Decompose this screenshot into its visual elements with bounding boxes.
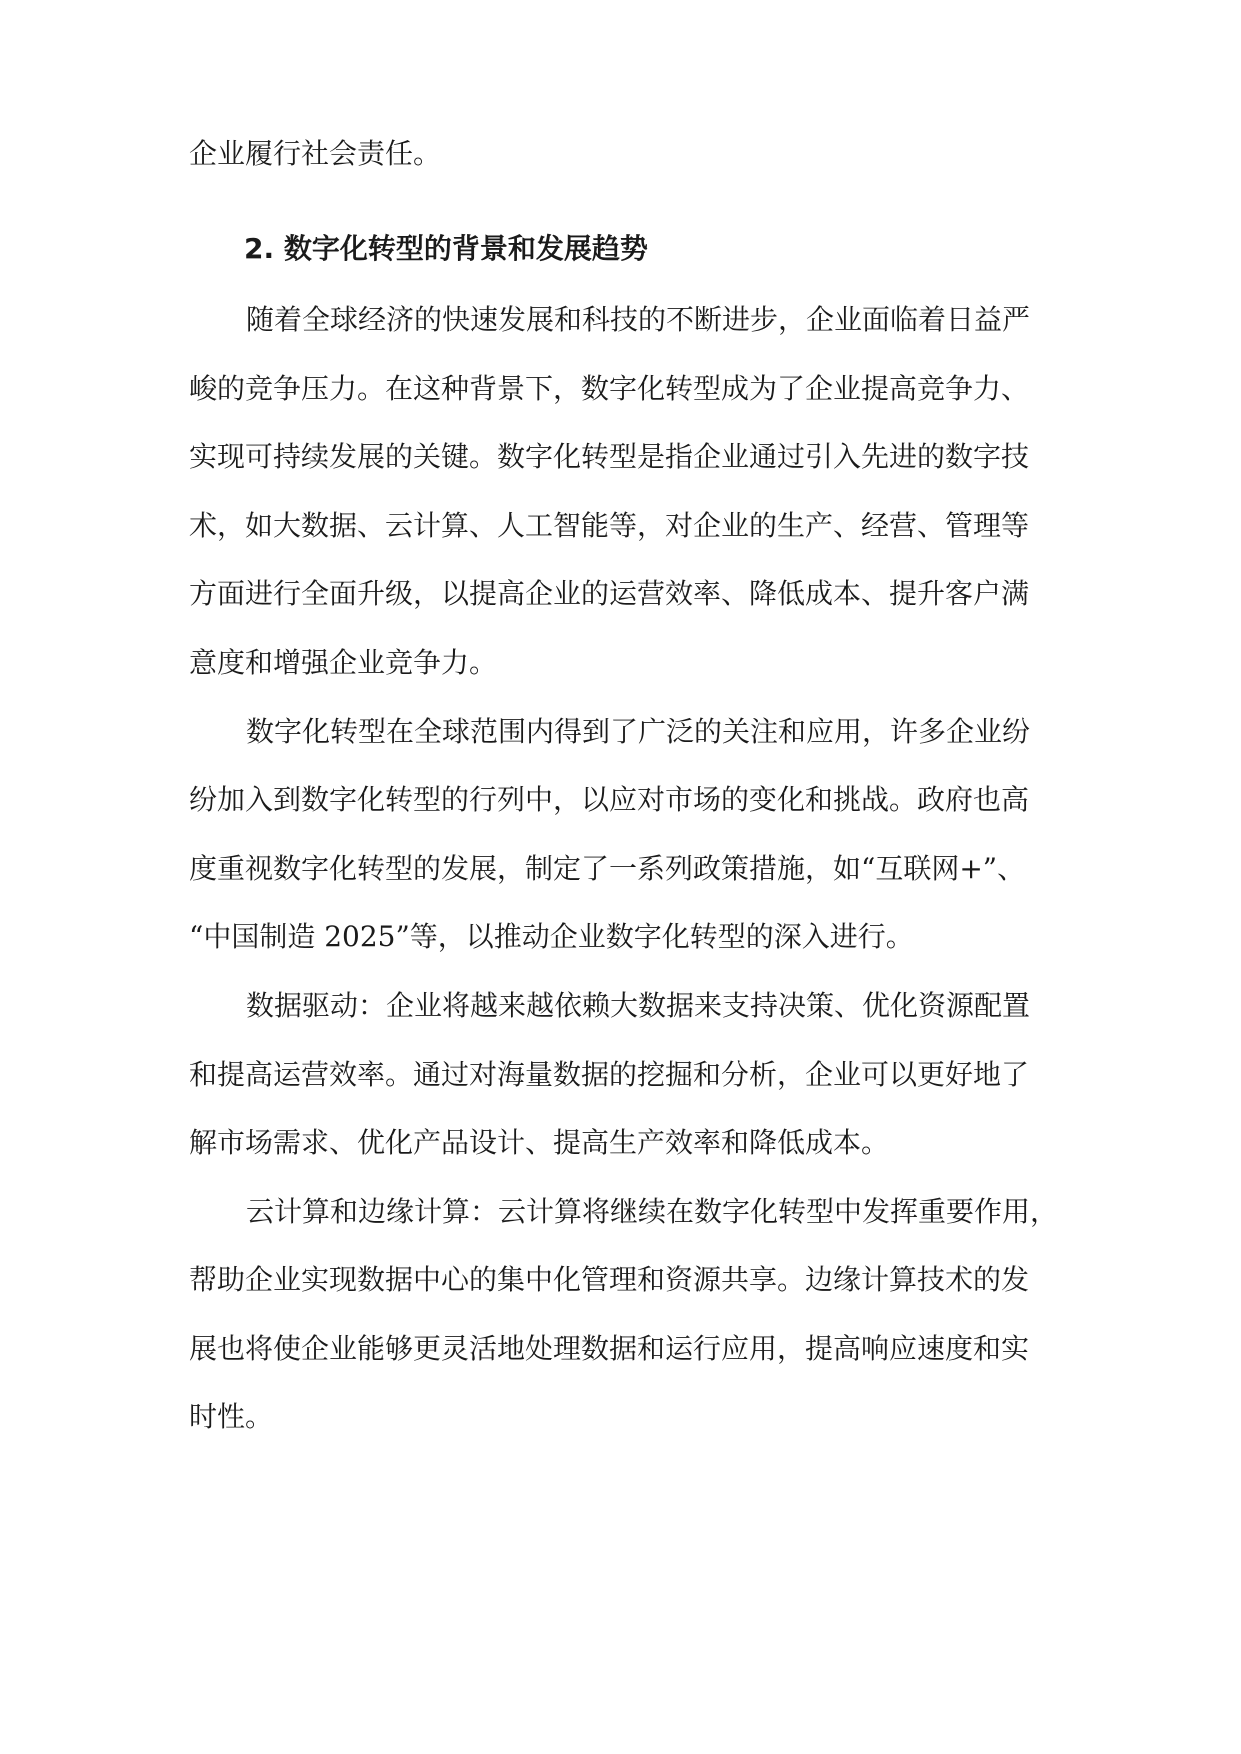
paragraph-line: “中国制造 2025”等，以推动企业数字化转型的深入进行。 (189, 920, 914, 953)
paragraph-line: 数字化转型在全球范围内得到了广泛的关注和应用，许多企业纷 (246, 715, 1031, 748)
paragraph-line: 峻的竞争压力。在这种背景下，数字化转型成为了企业提高竞争力、 (189, 372, 1030, 405)
paragraph-continuation-line: 企业履行社会责任。 (189, 137, 442, 170)
paragraph-line: 意度和增强企业竞争力。 (189, 646, 498, 679)
paragraph-line: 展也将使企业能够更灵活地处理数据和运行应用，提高响应速度和实 (189, 1332, 1030, 1365)
paragraph-line: 时性。 (189, 1400, 274, 1433)
paragraph-line: 术，如大数据、云计算、人工智能等，对企业的生产、经营、管理等 (189, 509, 1030, 542)
paragraph-line: 和提高运营效率。通过对海量数据的挖掘和分析，企业可以更好地了 (189, 1058, 1030, 1091)
paragraph-line: 方面进行全面升级，以提高企业的运营效率、降低成本、提升客户满 (189, 577, 1030, 610)
section-heading: 2. 数字化转型的背景和发展趋势 (244, 232, 648, 265)
paragraph-line: 纷加入到数字化转型的行列中，以应对市场的变化和挑战。政府也高 (189, 783, 1030, 816)
paragraph-line: 随着全球经济的快速发展和科技的不断进步，企业面临着日益严 (246, 303, 1031, 336)
paragraph-line: 帮助企业实现数据中心的集中化管理和资源共享。边缘计算技术的发 (189, 1263, 1030, 1296)
paragraph-line: 云计算和边缘计算：云计算将继续在数字化转型中发挥重要作用， (246, 1195, 1059, 1228)
paragraph-line: 度重视数字化转型的发展，制定了一系列政策措施，如“互联网+”、 (189, 852, 1026, 885)
paragraph-line: 数据驱动：企业将越来越依赖大数据来支持决策、优化资源配置 (246, 989, 1031, 1022)
paragraph-line: 实现可持续发展的关键。数字化转型是指企业通过引入先进的数字技 (189, 440, 1030, 473)
paragraph-line: 解市场需求、优化产品设计、提高生产效率和降低成本。 (189, 1126, 890, 1159)
